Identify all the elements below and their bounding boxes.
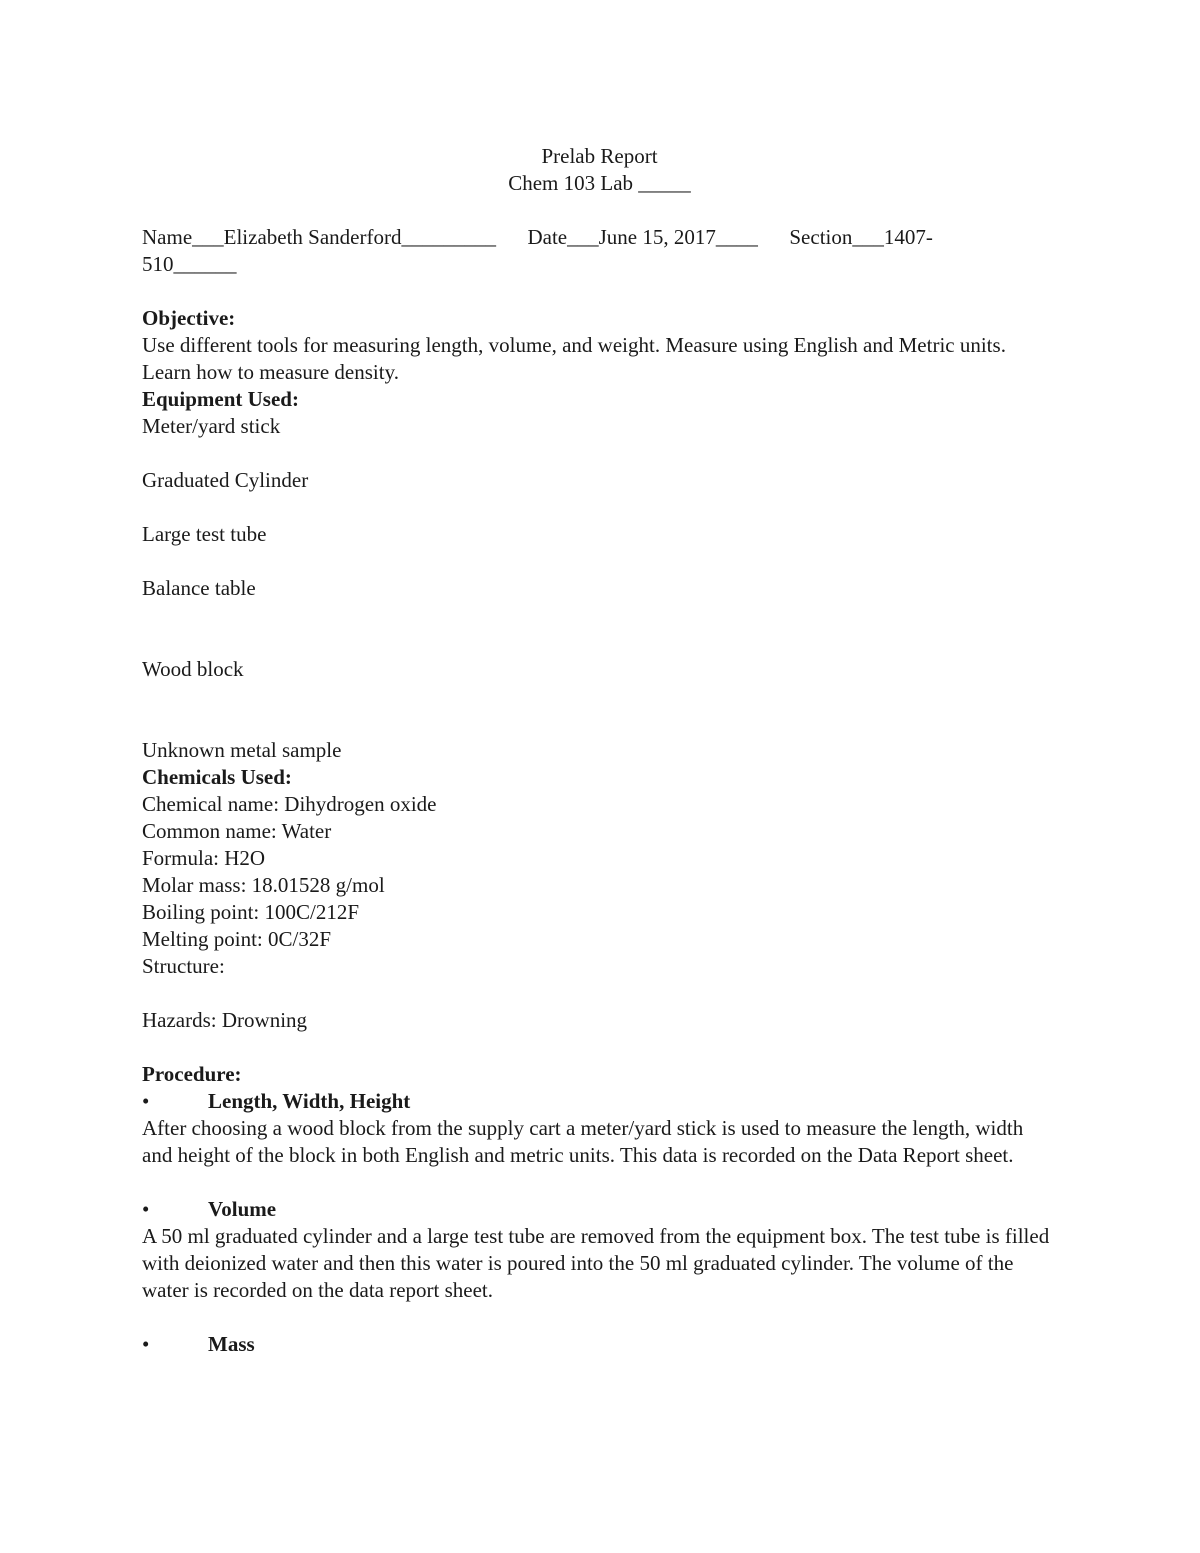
procedure-step-header: [0, 1196, 1057, 1223]
procedure-heading: Procedure:: [142, 1062, 242, 1086]
molar-mass: Molar mass: 18.01528 g/mol: [142, 873, 385, 897]
common-name: Common name: Water: [142, 819, 332, 843]
equipment-item: Graduated Cylinder: [142, 468, 309, 492]
equipment-item: Meter/yard stick: [142, 414, 281, 438]
equipment-heading: Equipment Used:: [142, 387, 299, 411]
melting-point: Melting point: 0C/32F: [142, 927, 332, 951]
bullet-icon: •: [142, 1332, 150, 1356]
chemical-formula: Formula: H2O: [142, 846, 266, 870]
equipment-item: Wood block: [142, 657, 244, 681]
chemicals-heading: Chemicals Used:: [142, 765, 292, 789]
chemical-name: Chemical name: Dihydrogen oxide: [142, 792, 437, 816]
boiling-point: Boiling point: 100C/212F: [142, 900, 360, 924]
student-info-line-continued: 510______: [142, 252, 237, 276]
bullet-icon: •: [142, 1089, 150, 1113]
student-info-line: Name___Elizabeth Sanderford_________ Date___June 15, 2017____ Section___1407-: [142, 225, 933, 249]
equipment-item: Large test tube: [142, 522, 267, 546]
procedure-step-text: After choosing a wood block from the supply cart a meter/yard stick is used to measure the length, width and height of the block in both English and metric units. This data is recorded on the Data Report sheet.: [142, 1116, 1024, 1167]
structure-label: Structure:: [142, 954, 225, 978]
procedure-step-title: Length, Width, Height: [208, 1089, 411, 1113]
procedure-step-title: Volume: [208, 1197, 277, 1221]
hazards: Hazards: Drowning: [142, 1008, 308, 1032]
equipment-item: Balance table: [142, 576, 256, 600]
procedure-step-title: Mass: [208, 1332, 255, 1356]
bullet-icon: •: [142, 1197, 150, 1221]
procedure-step-text: A 50 ml graduated cylinder and a large test tube are removed from the equipment box. The test tube is filled with deionized water and then this water is poured into the 50 ml graduated cylinder. The volume of the water is recorded on the data report sheet.: [142, 1224, 1050, 1302]
equipment-item: Unknown metal sample: [142, 738, 342, 762]
document-body: [142, 143, 1057, 1358]
document-title: Prelab Report: [541, 144, 658, 168]
course-line: Chem 103 Lab _____: [508, 171, 691, 195]
objective-text: Use different tools for measuring length, volume, and weight. Measure using English and Metric units. Learn how to measure density.: [142, 333, 1006, 384]
procedure-step-header: [0, 1088, 1057, 1115]
objective-heading: Objective:: [142, 306, 236, 330]
procedure-step-header: [0, 1331, 1057, 1358]
